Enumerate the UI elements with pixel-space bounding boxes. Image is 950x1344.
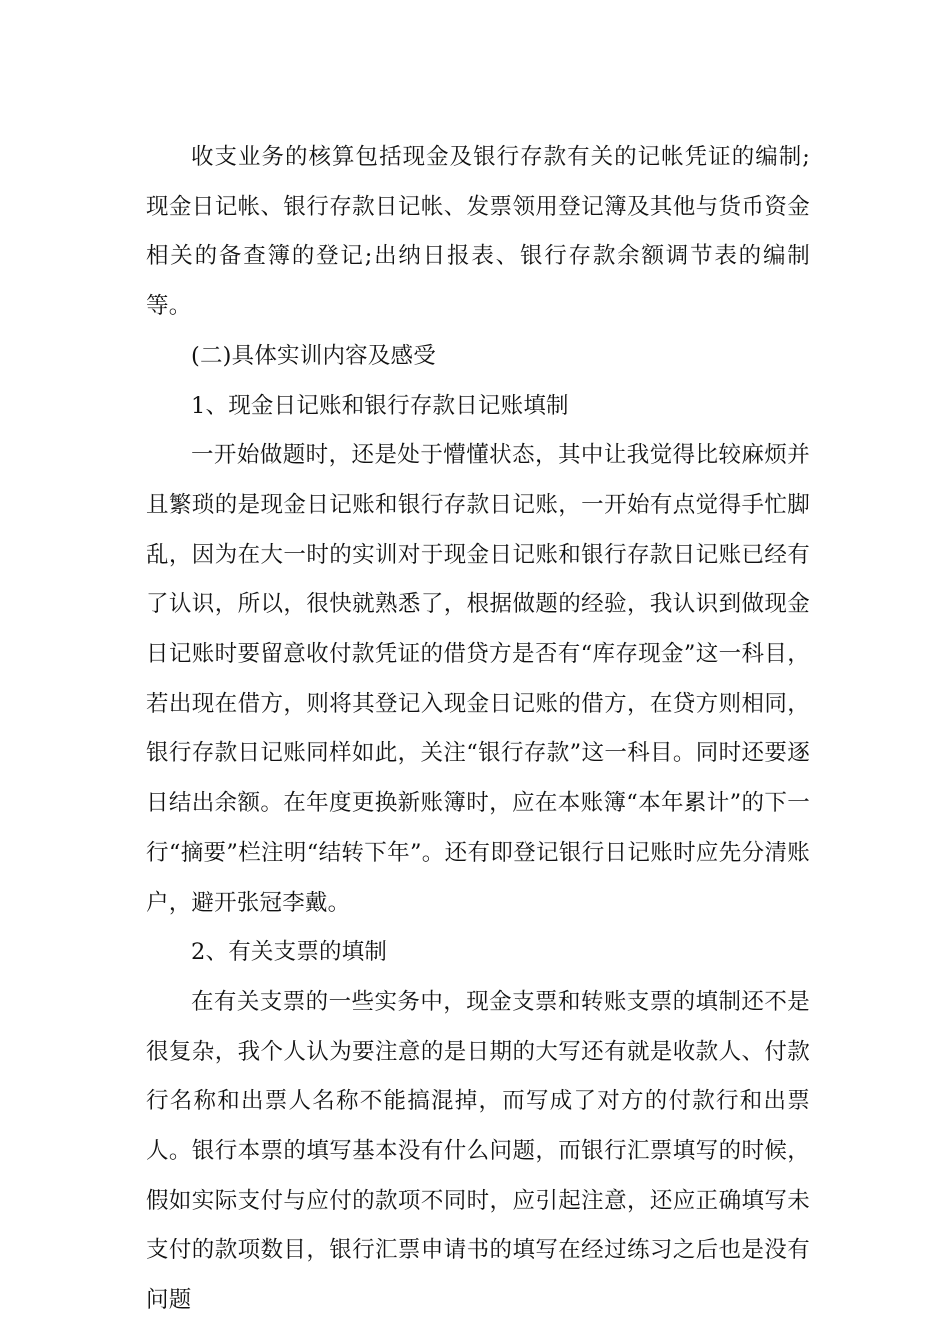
subheading-check-filling: 2、有关支票的填制 [191,939,388,966]
paragraph-accounting-scope: 收支业务的核算包括现金及银行存款有关的记帐凭证的编制;现金日记帐、银行存款日记帐、发票领用登记簿及其他与货币资金相关的备查簿的登记;出纳日报表、银行存款余额调节表的编制等。 [146,144,810,320]
paragraph-journal-experience: 一开始做题时，还是处于懵懂状态，其中让我觉得比较麻烦并且繁琐的是现金日记账和银行存款日记账，一开始有点觉得手忙脚乱，因为在大一时的实训对于现金日记账和银行存款日记账已经有了认识，所以，很快就熟悉了，根据做题的经验，我认识到做现金日记账时要留意收付款凭证的借贷方是否有“库存现金”这一科目，若出现在借方，则将其登记入现金日记账的借方，在贷方则相同，银行存款日记账同样如此，关注“银行存款”这一科目。同时还要逐日结出余额。在年度更换新账簿时，应在本账簿“本年累计”的下一行“摘要”栏注明“结转下年”。还有即登记银行日记账时应先分清账户，避开张冠李戴。 [146,442,810,916]
document-body [146,133,810,1326]
subheading-cash-bank-journal: 1、现金日记账和银行存款日记账填制 [191,392,569,419]
section-heading-training-content: (二)具体实训内容及感受 [191,342,436,369]
paragraph-check-experience: 在有关支票的一些实务中，现金支票和转账支票的填制还不是很复杂，我个人认为要注意的是日期的大写还有就是收款人、付款行名称和出票人名称不能搞混掉，而写成了对方的付款行和出票人。银行本票的填写基本没有什么问题，而银行汇票填写的时候，假如实际支付与应付的款项不同时，应引起注意，还应正确填写未支付的款项数目，银行汇票申请书的填写在经过练习之后也是没有问题 [146,988,810,1314]
